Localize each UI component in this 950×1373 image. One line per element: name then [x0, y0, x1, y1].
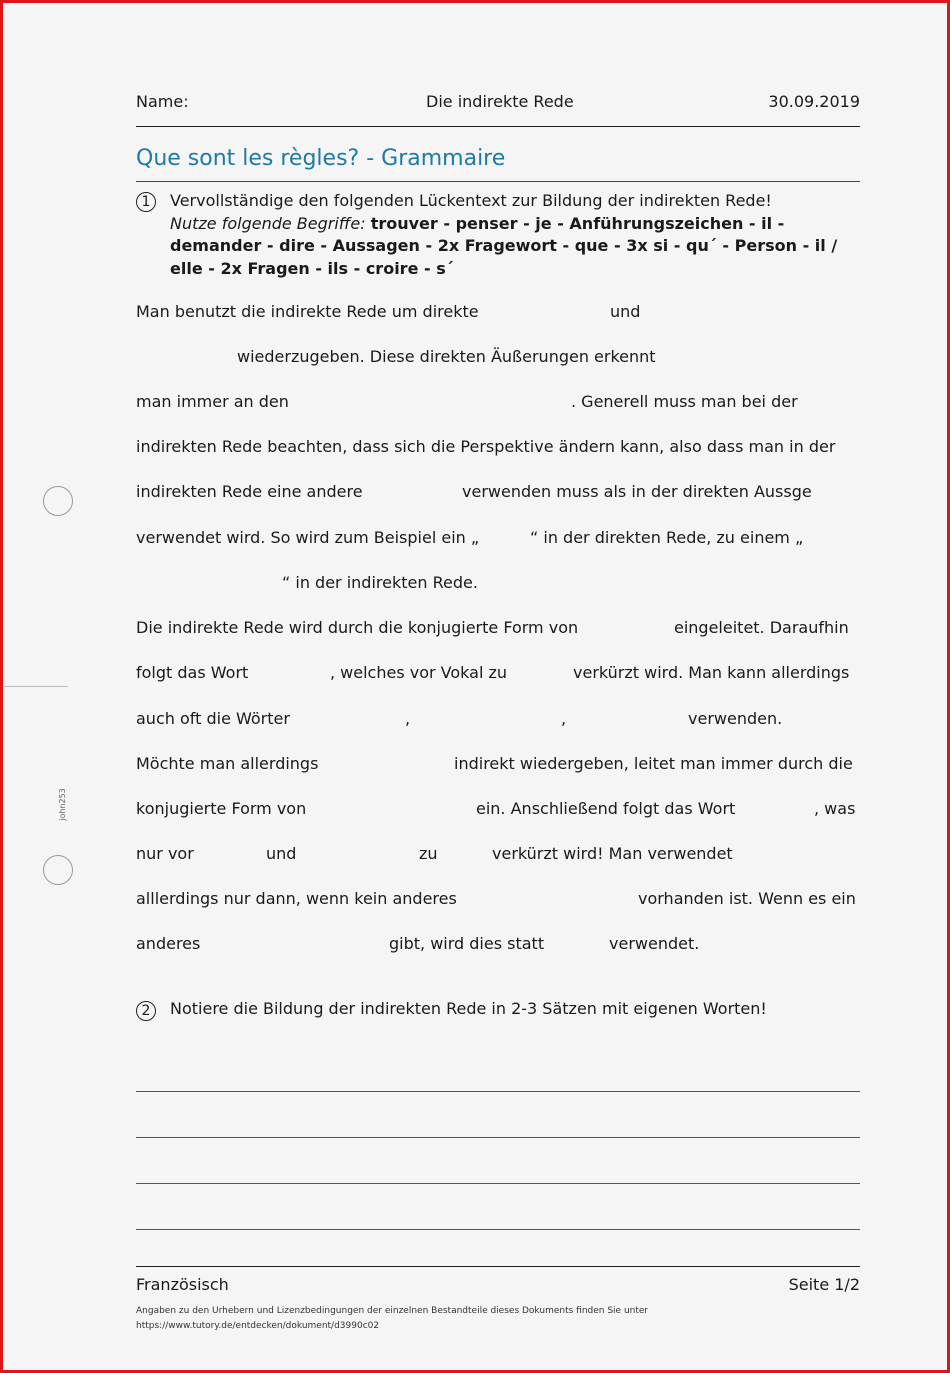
cloze-text: indirekten Rede eine andere — [136, 482, 363, 501]
task-1-terms-block — [170, 213, 860, 281]
cloze-text: , — [561, 709, 567, 728]
terms-lead: Nutze folgende Begriffe: — [170, 213, 366, 233]
answer-line[interactable] — [136, 1229, 860, 1230]
cloze-text: verwenden muss als in der direkten Aussge — [462, 482, 812, 501]
header — [136, 92, 860, 127]
cloze-text: Man benutzt die indirekte Rede um direkte — [136, 302, 479, 321]
cloze-line-5 — [136, 482, 860, 504]
cloze-text: , — [405, 709, 411, 728]
cloze-text: man immer an den — [136, 392, 289, 411]
cloze-text: , was — [814, 799, 856, 818]
cloze-text: nur vor — [136, 844, 194, 863]
task-2-instruction: Notiere die Bildung der indirekten Rede in 2-3 Sätzen mit eigenen Worten! — [170, 999, 767, 1018]
cloze-text: alllerdings nur dann, wenn kein anderes — [136, 889, 457, 908]
fold-mark — [4, 686, 68, 687]
cloze-text: vorhanden ist. Wenn es ein — [638, 889, 856, 908]
cloze-text: verkürzt wird. Man kann allerdings — [573, 663, 850, 682]
license-note-text: Angaben zu den Urhebern und Lizenzbedingungen der einzelnen Bestandteile dieses Dokuments finden Sie unter — [136, 1306, 649, 1316]
cloze-text: eingeleitet. Daraufhin — [674, 618, 849, 637]
cloze-line-8 — [136, 618, 860, 640]
cloze-line-11 — [136, 754, 860, 776]
page-number: Seite 1/2 — [788, 1275, 860, 1294]
cloze-text: verwendet wird. So wird zum Beispiel ein „ — [136, 528, 480, 547]
cloze-text: “ in der direkten Rede, zu einem „ — [530, 528, 804, 547]
cloze-text: “ in der indirekten Rede. — [282, 573, 478, 592]
answer-line[interactable] — [136, 1091, 860, 1092]
cloze-line-15 — [136, 934, 860, 956]
answer-line[interactable] — [136, 1183, 860, 1184]
cloze-line-9 — [136, 663, 860, 685]
cloze-text: . Generell muss man bei der — [571, 392, 798, 411]
cloze-text: wiederzugeben. Diese direkten Äußerungen erkennt — [237, 347, 656, 366]
footer-subject: Französisch — [136, 1275, 229, 1294]
cloze-line-4 — [136, 437, 860, 459]
cloze-line-6 — [136, 528, 860, 550]
cloze-line-10 — [136, 709, 860, 731]
cloze-text: verkürzt wird! Man verwendet — [492, 844, 733, 863]
cloze-text: verwenden. — [688, 709, 783, 728]
cloze-line-14 — [136, 889, 860, 911]
term-list: trouver - penser - je - Anführungszeichen - il - demander - dire - Aussagen - 2x Fragewort - que - 3x si - qu´ - Person - il / elle - 2x Fragen - ils - croire - s´ — [170, 213, 838, 278]
cloze-line-12 — [136, 799, 860, 821]
cloze-text: ein. Anschließend folgt das Wort — [476, 799, 736, 818]
task-1-instruction — [170, 190, 860, 280]
cloze-line-1 — [136, 302, 860, 324]
cloze-text: Die indirekte Rede wird durch die konjugierte Form von — [136, 618, 579, 637]
cloze-text: indirekt wiedergeben, leitet man immer durch die — [454, 754, 853, 773]
cloze-text: konjugierte Form von — [136, 799, 307, 818]
cloze-text: zu — [419, 844, 438, 863]
cloze-text: gibt, wird dies statt — [389, 934, 545, 953]
task-number-2: 2 — [136, 1001, 156, 1021]
date: 30.09.2019 — [768, 92, 860, 111]
cloze-text: Möchte man allerdings — [136, 754, 319, 773]
cloze-text: verwendet. — [609, 934, 700, 953]
cloze-line-7 — [136, 573, 860, 595]
cloze-line-13 — [136, 844, 860, 866]
task-1-text: Vervollständige den folgenden Lückentext zur Bildung der indirekten Rede! — [170, 191, 772, 210]
cloze-line-3 — [136, 392, 860, 414]
document-title: Die indirekte Rede — [426, 92, 574, 111]
cloze-text: auch oft die Wörter — [136, 709, 290, 728]
license-note — [136, 1304, 756, 1334]
task-number-1: 1 — [136, 192, 156, 212]
cloze-text: anderes — [136, 934, 201, 953]
name-label: Name: — [136, 92, 189, 111]
license-link[interactable]: https://www.tutory.de/entdecken/dokument/d3990c02 — [136, 1321, 380, 1331]
punch-hole-bottom — [43, 855, 73, 885]
footer — [136, 1266, 860, 1331]
cloze-text: und — [266, 844, 297, 863]
punch-hole-top — [43, 486, 73, 516]
cloze-line-2 — [136, 347, 860, 369]
answer-line[interactable] — [136, 1137, 860, 1138]
cloze-text: indirekten Rede beachten, dass sich die Perspektive ändern kann, also dass man in der — [136, 437, 836, 456]
cloze-text: und — [610, 302, 641, 321]
cloze-text: , welches vor Vokal zu — [330, 663, 508, 682]
cloze-text: folgt das Wort — [136, 663, 249, 682]
section-title: Que sont les règles? - Grammaire — [136, 146, 860, 182]
side-code: john253 — [57, 788, 67, 821]
